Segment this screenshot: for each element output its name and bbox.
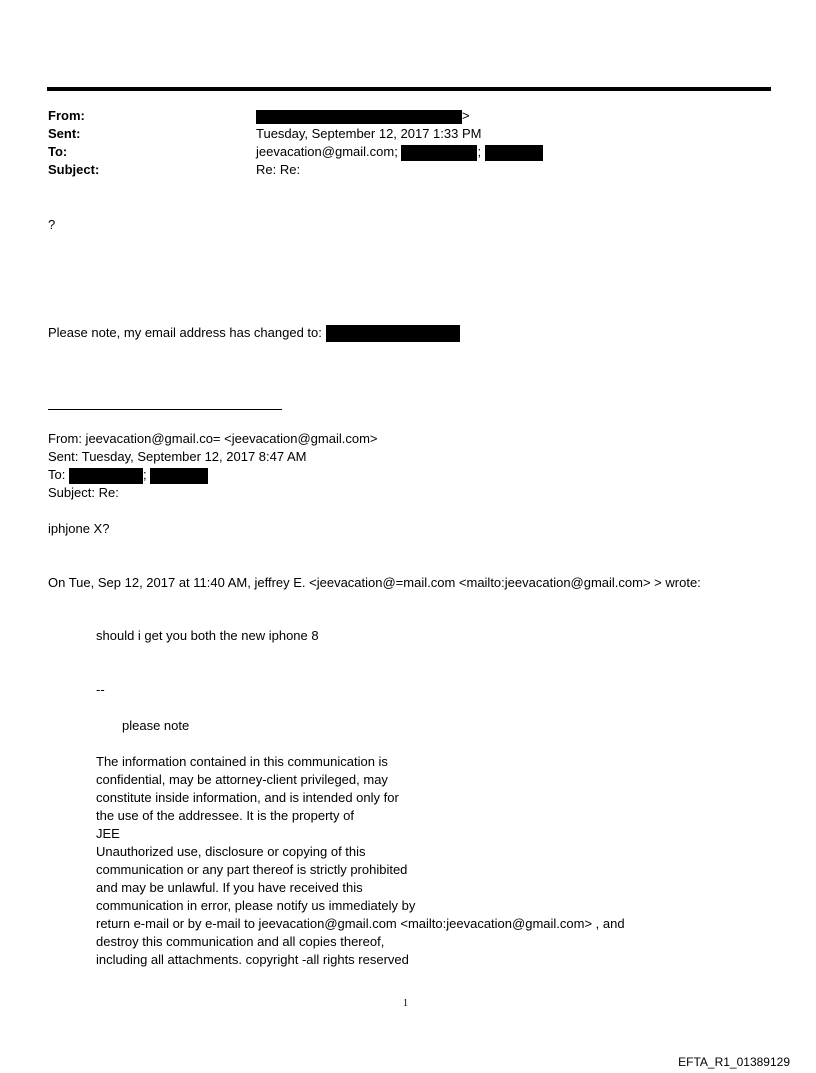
disclaimer-line: return e-mail or by e-mail to jeevacation@gmail.com <mailto:jeevacation@gmail.com> , and [96,916,625,931]
disclaimer-line: Unauthorized use, disclosure or copying of this [96,844,366,859]
from-value-tail: > [462,108,470,123]
bates-number: EFTA_R1_01389129 [678,1055,790,1069]
quoted-message: iphjone X? [48,521,110,536]
separator-line [48,409,282,410]
disclaimer-line: confidential, may be attorney-client privileged, may [96,772,388,787]
subject-value: Re: Re: [256,162,301,177]
quoted-from: From: jeevacation@gmail.co= <jeevacation@gmail.com> [48,431,378,446]
redaction-box [150,468,208,484]
inner-message: should i get you both the new iphone 8 [96,628,319,643]
from-value [256,107,470,125]
on-wrote-line: On Tue, Sep 12, 2017 at 11:40 AM, jeffrey E. <jeevacation@=mail.com <mailto:jeevacation@gmail.com> > wrote: [48,575,701,590]
redaction-box [326,325,460,342]
disclaimer-line: and may be unlawful. If you have received this [96,880,363,895]
redaction-box [256,110,462,124]
quoted-to [48,466,208,484]
page-number: 1 [403,998,408,1009]
quoted-sent: Sent: Tuesday, September 12, 2017 8:47 AM [48,449,307,464]
email-change-text: Please note, my email address has changed to: [48,325,322,340]
disclaimer-line: the use of the addressee. It is the property of [96,808,354,823]
redaction-box [401,145,477,161]
to-address: jeevacation@gmail.com; [256,144,398,159]
disclaimer-line: communication or any part thereof is strictly prohibited [96,862,408,877]
to-label: To: [48,144,68,159]
redaction-box [69,468,143,484]
subject-label: Subject: [48,162,100,177]
redaction-box [485,145,543,161]
disclaimer-line: communication in error, please notify us immediately by [96,898,416,913]
question-text: ? [48,217,56,232]
sent-value: Tuesday, September 12, 2017 1:33 PM [256,126,482,141]
signature-dashes: -- [96,682,105,697]
disclaimer-line: JEE [96,826,120,841]
quoted-subject: Subject: Re: [48,485,119,500]
please-note: please note [122,718,190,733]
quoted-to-sep: ; [142,467,147,482]
quoted-to-label: To: [48,467,66,482]
to-value [256,143,543,161]
disclaimer-line: constitute inside information, and is intended only for [96,790,399,805]
disclaimer-line: The information contained in this communication is [96,754,388,769]
disclaimer-line: including all attachments. copyright -all rights reserved [96,952,409,967]
to-separator: ; [477,144,482,159]
from-label: From: [48,108,85,123]
header-rule [47,87,771,91]
disclaimer-line: destroy this communication and all copies thereof, [96,934,385,949]
sent-label: Sent: [48,126,81,141]
disclaimer-block [96,753,625,969]
email-change-note [48,324,460,342]
